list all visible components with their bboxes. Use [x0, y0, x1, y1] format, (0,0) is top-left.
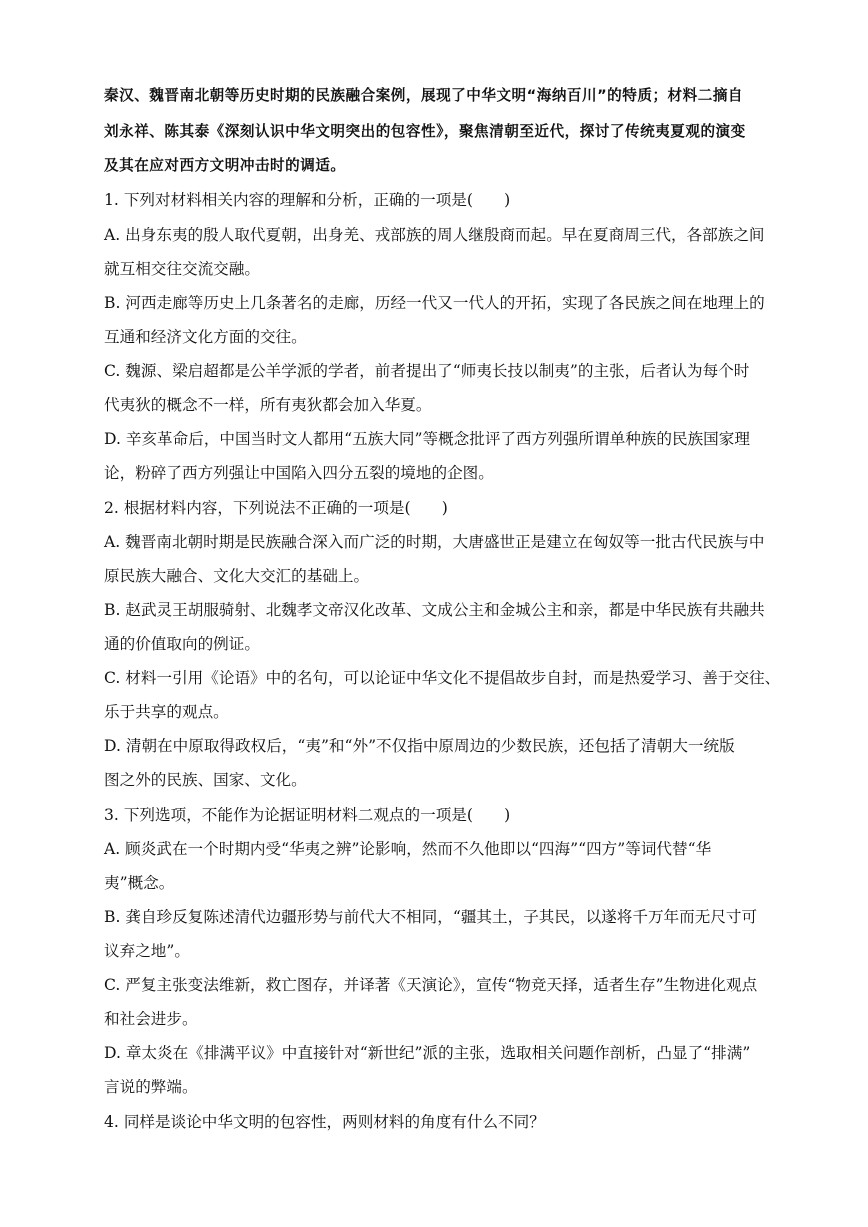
- intro-line-2: 刘永祥、陈其泰《深刻认识中华文明突出的包容性》，聚焦清朝至近代，探讨了传统夷夏观的演变: [104, 123, 746, 140]
- q3-option-d-line-2: 言说的弊端。: [104, 1078, 198, 1096]
- question-4-stem: 4. 同样是谈论中华文明的包容性，两则材料的角度有什么不同？: [104, 1113, 545, 1131]
- q3-option-c-line-1: C. 严复主张变法维新，救亡图存，并译著《天演论》，宣传“物竞天择，适者生存”生物进化观点: [104, 976, 758, 994]
- q1-option-b-line-1: B. 河西走廊等历史上几条著名的走廊，历经一代又一代人的开拓，实现了各民族之间在地理上的: [104, 294, 765, 312]
- q1-option-d-line-2: 论，粉碎了西方列强让中国陷入四分五裂的境地的企图。: [104, 464, 494, 482]
- question-3-stem: 3. 下列选项，不能作为论据证明材料二观点的一项是( ): [104, 806, 511, 824]
- q2-option-c-line-2: 乐于共享的观点。: [104, 703, 229, 721]
- question-1-stem: 1. 下列对材料相关内容的理解和分析，正确的一项是( ): [104, 191, 511, 209]
- q3-option-a-line-2: 夷”概念。: [104, 874, 175, 892]
- q1-option-c-line-2: 代夷狄的概念不一样，所有夷狄都会加入华夏。: [104, 396, 432, 414]
- q2-option-b-line-1: B. 赵武灵王胡服骑射、北魏孝文帝汉化改革、文成公主和金城公主和亲，都是中华民族有共融共: [104, 601, 765, 619]
- q1-option-d-line-1: D. 辛亥革命后，中国当时文人都用“五族大同”等概念批评了西方列强所谓单种族的民族国家理: [104, 430, 750, 448]
- q1-option-a-line-1: A. 出身东夷的殷人取代夏朝，出身羌、戎部族的周人继殷商而起。早在夏商周三代，各部族之间: [104, 226, 765, 244]
- intro-line-1: 秦汉、魏晋南北朝等历史时期的民族融合案例，展现了中华文明“海纳百川”的特质；材料二摘自: [104, 87, 744, 104]
- q1-option-c-line-1: C. 魏源、梁启超都是公羊学派的学者，前者提出了“师夷长技以制夷”的主张，后者认为每个时: [104, 362, 750, 380]
- q1-option-b-line-2: 互通和经济文化方面的交往。: [104, 328, 307, 346]
- q3-option-a-line-1: A. 顾炎武在一个时期内受“华夷之辨”论影响，然而不久他即以“四海”“四方”等词代替“华: [104, 840, 712, 858]
- q2-option-a-line-2: 原民族大融合、文化大交汇的基础上。: [104, 567, 370, 585]
- q3-option-d-line-1: D. 章太炎在《排满平议》中直接针对“新世纪”派的主张，选取相关问题作剖析，凸显了“排满”: [104, 1044, 751, 1062]
- q2-option-d-line-1: D. 清朝在中原取得政权后，“夷”和“外”不仅指中原周边的少数民族，还包括了清朝大一统版: [104, 737, 735, 755]
- q3-option-b-line-2: 议弃之地”。: [104, 942, 190, 960]
- q2-option-d-line-2: 图之外的民族、国家、文化。: [104, 771, 307, 789]
- q2-option-c-line-1: C. 材料一引用《论语》中的名句，可以论证中华文化不提倡故步自封，而是热爱学习、善于交往、: [104, 669, 781, 687]
- q2-option-b-line-2: 通的价值取向的例证。: [104, 635, 260, 653]
- q2-option-a-line-1: A. 魏晋南北朝时期是民族融合深入而广泛的时期，大唐盛世正是建立在匈奴等一批古代民族与中: [104, 533, 765, 551]
- q3-option-b-line-1: B. 龚自珍反复陈述清代边疆形势与前代大不相同，“疆其土，子其民，以遂将千万年而无尺寸可: [104, 908, 758, 926]
- q3-option-c-line-2: 和社会进步。: [104, 1010, 198, 1028]
- intro-line-3: 及其在应对西方文明冲击时的调适。: [104, 157, 346, 174]
- q1-option-a-line-2: 就互相交往交流交融。: [104, 260, 260, 278]
- question-2-stem: 2. 根据材料内容，下列说法不正确的一项是( ): [104, 499, 448, 517]
